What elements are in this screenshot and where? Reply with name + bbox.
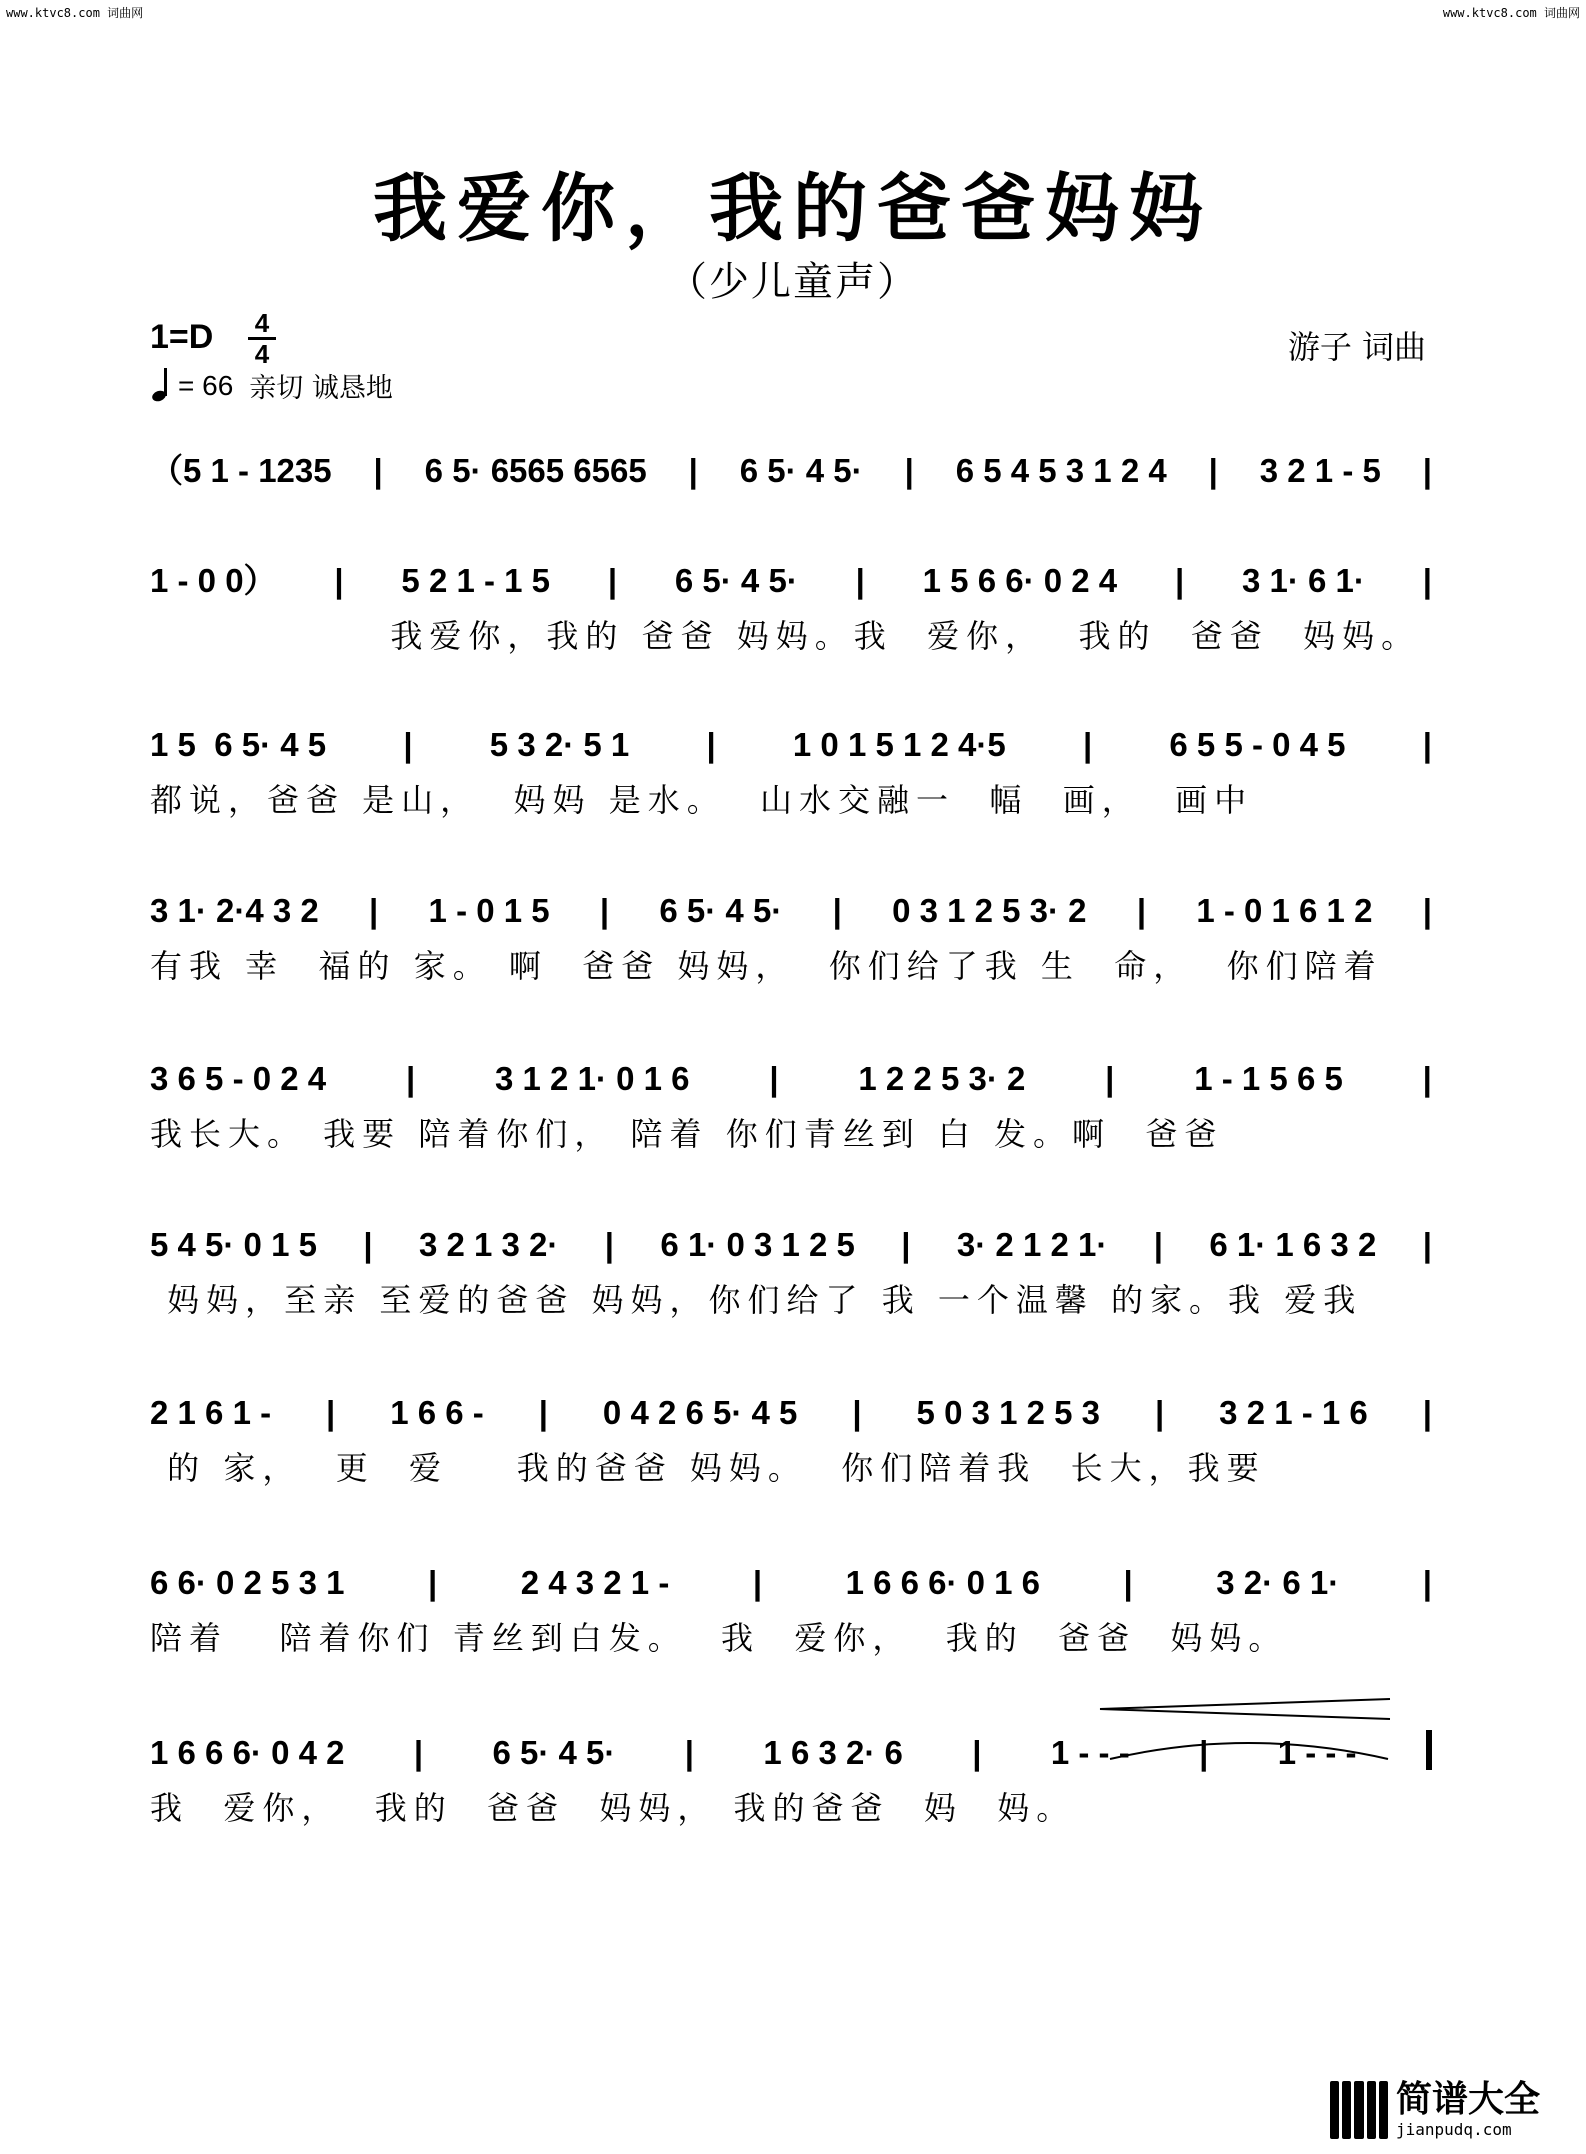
notation-segment: 2 1 6 1 - xyxy=(150,1394,272,1431)
barline: | xyxy=(1105,1060,1115,1097)
barline: | xyxy=(334,562,344,599)
lyrics-line: 陪着 陪着你们 青丝到白发。 我 爱你， 我的 爸爸 妈妈。 xyxy=(150,1619,1288,1657)
barline: | xyxy=(1422,1226,1432,1263)
barline: | xyxy=(852,1394,862,1431)
barline: | xyxy=(1154,1394,1165,1431)
score-system xyxy=(150,1390,1432,1488)
notation-segment: 6 1· 0 3 1 2 5 xyxy=(660,1226,855,1263)
barline: | xyxy=(1174,562,1185,599)
notation-segment: 1 6 3 2· 6 xyxy=(763,1734,903,1771)
barline: | xyxy=(1422,726,1432,763)
barline: | xyxy=(1422,1564,1432,1601)
lyrics-line xyxy=(150,506,1432,546)
notation-line xyxy=(150,888,1432,934)
notation-segment: 6 5· 4 5· xyxy=(739,452,863,489)
score-system xyxy=(150,1056,1432,1154)
barline: | xyxy=(684,1734,695,1771)
song-subtitle: （少儿童声） xyxy=(667,259,919,305)
lyrics-line: 我爱你，我的 爸爸 妈妈。我 爱你， 我的 爸爸 妈妈。 xyxy=(150,617,1421,655)
notation-segment: 5 2 1 - 1 5 xyxy=(401,562,551,599)
notation-line xyxy=(150,1390,1432,1436)
lyrics-line: 我长大。 我要 陪着你们， 陪着 你们青丝到 白 发。啊 爸爸 xyxy=(150,1115,1224,1153)
score-system xyxy=(150,1222,1432,1320)
barline: | xyxy=(972,1734,982,1771)
barline: | xyxy=(1082,726,1093,763)
barline: | xyxy=(752,1564,763,1601)
notation-segment: 6 1· 1 6 3 2 xyxy=(1209,1226,1377,1263)
barline: | xyxy=(363,1226,373,1263)
notation-segment: 2 4 3 2 1 - xyxy=(520,1564,670,1601)
notation-segment: （5 1 - 1235 xyxy=(150,452,332,489)
watermark-left: www.ktvc8.com 词曲网 xyxy=(6,6,144,20)
tempo-marking xyxy=(150,366,393,405)
score-system xyxy=(150,558,1432,656)
barline: | xyxy=(604,1226,615,1263)
site-logo xyxy=(1330,2076,1570,2144)
notation-segment: 1 5 6 5· 4 5 xyxy=(150,726,327,763)
notation-segment: 3 1 2 1· 0 1 6 xyxy=(495,1060,690,1097)
notation-line xyxy=(150,722,1432,768)
lyrics-line: 我 爱你， 我的 爸爸 妈妈， 我的爸爸 妈 妈。 xyxy=(150,1789,1076,1827)
watermark-right: www.ktvc8.com 词曲网 xyxy=(1442,6,1580,20)
song-title: 我爱你，我的爸爸妈妈 xyxy=(373,166,1213,252)
final-barline-icon xyxy=(1426,1730,1432,1770)
notation-segment: 1 - 0 0） xyxy=(150,562,277,599)
notation-segment: 1 0 1 5 1 2 4·5 xyxy=(792,726,1006,763)
lyrics-line: 的 家， 更 爱 我的爸爸 妈妈。 你们陪着我 长大，我要 xyxy=(150,1449,1266,1487)
notation-segment: 1 2 2 5 3· 2 xyxy=(858,1060,1026,1097)
notation-segment: 3 2· 6 1· xyxy=(1216,1564,1340,1601)
notation-segment: 3· 2 1 2 1· xyxy=(956,1226,1108,1263)
notation-line xyxy=(150,1056,1432,1102)
barline: | xyxy=(1422,1060,1432,1097)
time-signature xyxy=(248,310,276,367)
barline: | xyxy=(688,452,698,489)
notation-line xyxy=(150,558,1432,604)
barline: | xyxy=(1136,892,1147,929)
barline: | xyxy=(427,1564,438,1601)
barline: | xyxy=(769,1060,779,1097)
logo-url: jianpudq.com xyxy=(1396,2120,1512,2139)
notation-segment: 3 2 1 - 5 xyxy=(1259,452,1381,489)
notation-segment: 1 - 0 1 6 1 2 xyxy=(1196,892,1373,929)
barline: | xyxy=(1208,452,1218,489)
notation-segment: 3 6 5 - 0 2 4 xyxy=(150,1060,327,1097)
barline: | xyxy=(1422,452,1432,489)
barline: | xyxy=(538,1394,548,1431)
notation-line xyxy=(150,1222,1432,1268)
notation-segment: 6 5 5 - 0 4 5 xyxy=(1169,726,1346,763)
barline: | xyxy=(1422,562,1432,599)
barline: | xyxy=(1153,1226,1163,1263)
lyrics-line: 有我 幸 福的 家。 啊 爸爸 妈妈， 你们给了我 生 命， 你们陪着 xyxy=(150,947,1383,985)
barline: | xyxy=(326,1394,336,1431)
notation-segment: 5 4 5· 0 1 5 xyxy=(150,1226,317,1263)
barline: | xyxy=(904,452,914,489)
barline: | xyxy=(373,452,383,489)
lyrics-line: 妈妈，至亲 至爱的爸爸 妈妈，你们给了 我 一个温馨 的家。我 爱我 xyxy=(150,1281,1363,1319)
barline: | xyxy=(1422,892,1432,929)
barline: | xyxy=(855,562,865,599)
barline: | xyxy=(1422,1394,1432,1431)
notation-segment: 3 1· 6 1· xyxy=(1242,562,1365,599)
notation-segment: 3 1· 2·4 3 2 xyxy=(150,892,319,929)
time-signature-top: 4 xyxy=(254,308,270,338)
barline: | xyxy=(1199,1734,1209,1771)
notation-segment: 3 2 1 - 1 6 xyxy=(1219,1394,1368,1431)
quarter-note-icon xyxy=(150,369,178,403)
barline: | xyxy=(403,726,413,763)
barline: | xyxy=(901,1226,911,1263)
notation-segment: 6 6· 0 2 5 3 1 xyxy=(150,1564,345,1601)
notation-segment: 1 - - - xyxy=(1277,1734,1357,1771)
notation-segment: 1 5 6 6· 0 2 4 xyxy=(922,562,1118,599)
barline: | xyxy=(607,562,618,599)
tempo-expression: 亲切 诚恳地 xyxy=(249,373,393,404)
notation-segment: 6 5· 4 5· xyxy=(674,562,798,599)
notation-segment: 0 4 2 6 5· 4 5 xyxy=(602,1394,798,1431)
notation-line xyxy=(150,1730,1432,1776)
barline: | xyxy=(405,1060,416,1097)
score-system xyxy=(150,1730,1432,1828)
notation-segment: 6 5· 6565 6565 xyxy=(424,452,647,489)
barline: | xyxy=(706,726,716,763)
notation-line xyxy=(150,1560,1432,1606)
score-system xyxy=(150,1560,1432,1658)
logo-name: 简谱大全 xyxy=(1396,2079,1541,2120)
tempo-value: = 66 xyxy=(178,369,234,401)
notation-segment: 1 6 6 - xyxy=(390,1394,484,1431)
score-system xyxy=(150,722,1432,820)
lyrics-line: 都说，爸爸 是山， 妈妈 是水。 山水交融一 幅 画， 画中 xyxy=(150,781,1254,819)
barline: | xyxy=(599,892,610,929)
key-signature: 1=D xyxy=(150,318,214,356)
notation-segment: 1 6 6 6· 0 1 6 xyxy=(845,1564,1041,1601)
score-system xyxy=(150,888,1432,986)
notation-segment: 1 - 1 5 6 5 xyxy=(1194,1060,1343,1097)
piano-keys-icon xyxy=(1330,2081,1388,2139)
score-system xyxy=(150,448,1432,546)
barline: | xyxy=(369,892,379,929)
notation-segment: 0 3 1 2 5 3· 2 xyxy=(892,892,1087,929)
barline: | xyxy=(1123,1564,1133,1601)
notation-segment: 6 5 4 5 3 1 2 4 xyxy=(955,452,1167,489)
barline: | xyxy=(413,1734,424,1771)
notation-segment: 1 - 0 1 5 xyxy=(428,892,550,929)
notation-line xyxy=(150,448,1432,494)
notation-segment: 3 2 1 3 2· xyxy=(418,1226,559,1263)
notation-segment: 1 - - - xyxy=(1050,1734,1130,1771)
notation-segment: 6 5· 4 5· xyxy=(492,1734,616,1771)
notation-segment: 1 6 6 6· 0 4 2 xyxy=(150,1734,345,1771)
notation-segment: 5 0 3 1 2 5 3 xyxy=(916,1394,1101,1431)
composer-credit: 游子 词曲 xyxy=(1287,328,1426,366)
notation-segment: 5 3 2· 5 1 xyxy=(489,726,630,763)
time-signature-bottom: 4 xyxy=(254,339,270,369)
barline: | xyxy=(832,892,842,929)
notation-segment: 6 5· 4 5· xyxy=(659,892,783,929)
